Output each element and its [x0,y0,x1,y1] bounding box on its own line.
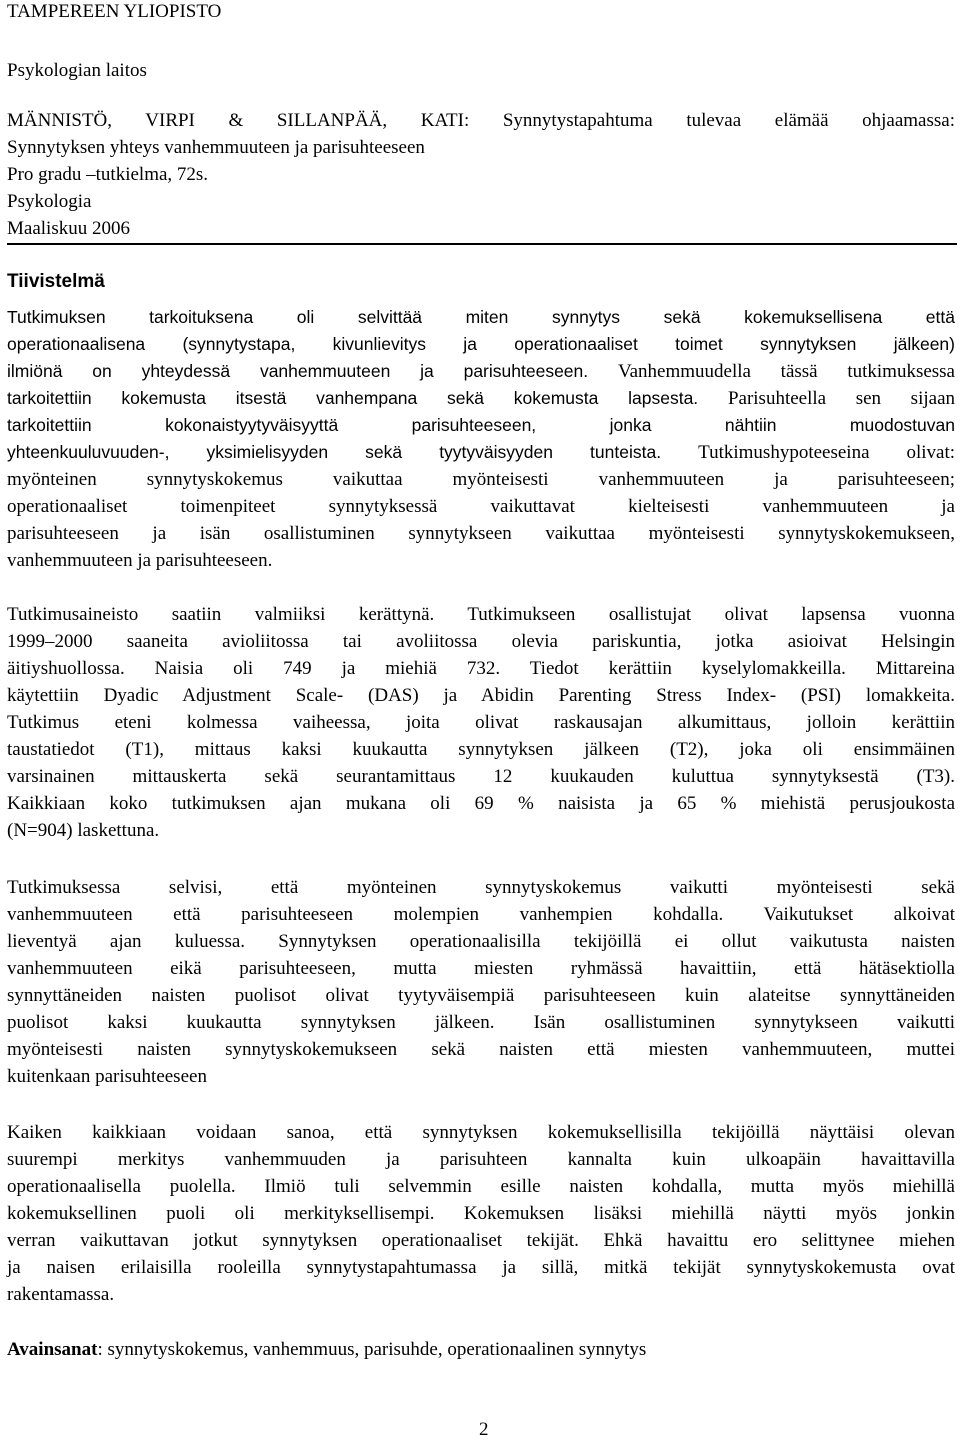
date: Maaliskuu 2006 [7,218,130,239]
authors-title-line-2: Synnytyksen yhteys vanhemmuuteen ja parisuhteeseen [7,137,425,158]
paragraph-line: Kaikkiaan koko tutkimuksen ajan mukana oli 69 % naisista ja 65 % miehistä perusjoukosta [7,793,955,814]
paragraph-line: verran vaikuttavan jotkut synnytyksen operationaaliset tekijät. Ehkä havaittu ero selittynee miehen [7,1230,955,1251]
paragraph-line [7,385,955,412]
header-divider [7,243,957,245]
paragraph-line: puolisot kaksi kuukautta synnytyksen jälkeen. Isän osallistuminen synnytykseen vaikutti [7,1012,955,1033]
paragraph-line: vanhemmuuteen ja parisuhteeseen. [7,550,273,571]
paragraph-line: suurempi merkitys vanhemmuuden ja parisuhteen kannalta kuin ulkoapäin havaittavilla [7,1149,955,1170]
paragraph-line: operationaaliset toimenpiteet synnytyksessä vaikuttavat kielteisesti vanhemmuuteen ja [7,496,955,517]
paragraph-segment: ilmiönä on yhteydessä vanhemmuuteen ja parisuhteeseen. [7,361,589,381]
paragraph-line [7,439,955,466]
paragraph-segment: Parisuhteella sen sijaan [727,388,956,409]
paragraph-segment: tarkoitettiin kokemusta itsestä vanhempana sekä kokemusta lapsesta. [7,388,699,408]
thesis-header [7,107,955,242]
subject: Psykologia [7,191,92,212]
thesis-type: Pro gradu –tutkielma, 72s. [7,164,209,185]
keywords [7,1336,646,1364]
paragraph-line: Tutkimuksen tarkoituksena oli selvittää miten synnytys sekä kokemuksellisena että [7,307,955,327]
paragraph-line: parisuhteeseen ja isän osallistuminen synnytykseen vaikuttaa myönteisesti synnytyskokemukseen, [7,523,955,544]
paragraph-line: äitiyshuollossa. Naisia oli 749 ja miehiä 732. Tiedot kerättiin kyselylomakkeilla. Mittareina [7,658,955,679]
abstract-paragraph-1 [7,304,955,574]
abstract-heading: Tiivistelmä [7,271,105,292]
paragraph-line: taustatiedot (T1), mittaus kaksi kuukautta synnytyksen jälkeen (T2), joka oli ensimmäinen [7,739,955,760]
paragraph-line: lieventyä ajan kuluessa. Synnytyksen operationaalisilla tekijöillä ei ollut vaikutusta naisten [7,931,955,952]
paragraph-segment: yhteenkuuluvuuden-, yksimielisyyden sekä tyytyväisyyden tunteista. [7,442,662,462]
paragraph-line: (N=904) laskettuna. [7,820,160,841]
authors-title-line-1: MÄNNISTÖ, VIRPI & SILLANPÄÄ, KATI: Synnytystapahtuma tulevaa elämää ohjaamassa: [7,110,955,131]
abstract-paragraph-2 [7,601,955,844]
paragraph-line: Tutkimus eteni kolmessa vaiheessa, joita olivat raskausajan alkumittaus, jolloin kerättiin [7,712,955,733]
paragraph-line: varsinainen mittauskerta sekä seurantamittaus 12 kuukauden kuluttua synnytyksestä (T3). [7,766,955,787]
paragraph-line: myönteisesti naisten synnytyskokemukseen sekä naisten että miesten vanhemmuuteen, muttei [7,1039,955,1060]
paragraph-segment: Vanhemmuudella tässä tutkimuksessa [617,361,955,382]
paragraph-line: Kaiken kaikkiaan voidaan sanoa, että synnytyksen kokemuksellisilla tekijöillä näyttäisi olevan [7,1122,955,1143]
keywords-separator: : [97,1339,108,1360]
paragraph-line: operationaalisena (synnytystapa, kivunlievitys ja operationaaliset toimet synnytyksen jälkeen) [7,334,955,354]
paragraph-line: tarkoitettiin kokonaistyytyväisyyttä parisuhteeseen, jonka nähtiin muodostuvan [7,415,955,435]
paragraph-line [7,358,955,385]
paragraph-line: operationaalisella puolella. Ilmiö tuli selvemmin esille naisten kohdalla, mutta myös miehillä [7,1176,955,1197]
paragraph-segment: Tutkimushypoteeseina olivat: [698,442,956,463]
paragraph-line: synnyttäneiden naisten puolisot olivat tyytyväisempiä parisuhteeseen kuin alateitse synnyttäneiden [7,985,955,1006]
abstract-paragraph-4 [7,1119,955,1308]
paragraph-line: ja naisen erilaisilla rooleilla synnytystapahtumassa ja sillä, mitkä tekijät synnytyskokemusta ovat [7,1257,955,1278]
university-name: TAMPEREEN YLIOPISTO [7,1,222,22]
paragraph-line: Tutkimusaineisto saatiin valmiiksi kerättynä. Tutkimukseen osallistujat olivat lapsensa vuonna [7,604,955,625]
paragraph-line: käytettiin Dyadic Adjustment Scale- (DAS) ja Abidin Parenting Stress Index- (PSI) lomakkeita. [7,685,955,706]
paragraph-line: Tutkimuksessa selvisi, että myönteinen synnytyskokemus vaikutti myönteisesti sekä [7,877,955,898]
paragraph-line: vanhemmuuteen että parisuhteeseen molempien vanhempien kohdalla. Vaikutukset alkoivat [7,904,955,925]
keywords-label: Avainsanat [7,1339,98,1360]
paragraph-line: kuitenkaan parisuhteeseen [7,1066,207,1087]
page-number: 2 [479,1419,489,1440]
keywords-list: synnytyskokemus, vanhemmuus, parisuhde, operationaalinen synnytys [107,1339,647,1360]
paragraph-line: vanhemmuuteen eikä parisuhteeseen, mutta miesten ryhmässä havaittiin, että hätäsektiolla [7,958,955,979]
paragraph-line: myönteinen synnytyskokemus vaikuttaa myönteisesti vanhemmuuteen ja parisuhteeseen; [7,469,955,490]
paragraph-line: 1999–2000 saaneita avioliitossa tai avoliitossa olevia pariskuntia, jotka asioivat Helsingin [7,631,955,652]
paragraph-line: kokemuksellinen puoli oli merkityksellisempi. Kokemuksen lisäksi miehillä näytti myös jonkin [7,1203,955,1224]
department-name: Psykologian laitos [7,60,147,81]
paragraph-line: rakentamassa. [7,1284,115,1305]
abstract-paragraph-3 [7,874,955,1090]
